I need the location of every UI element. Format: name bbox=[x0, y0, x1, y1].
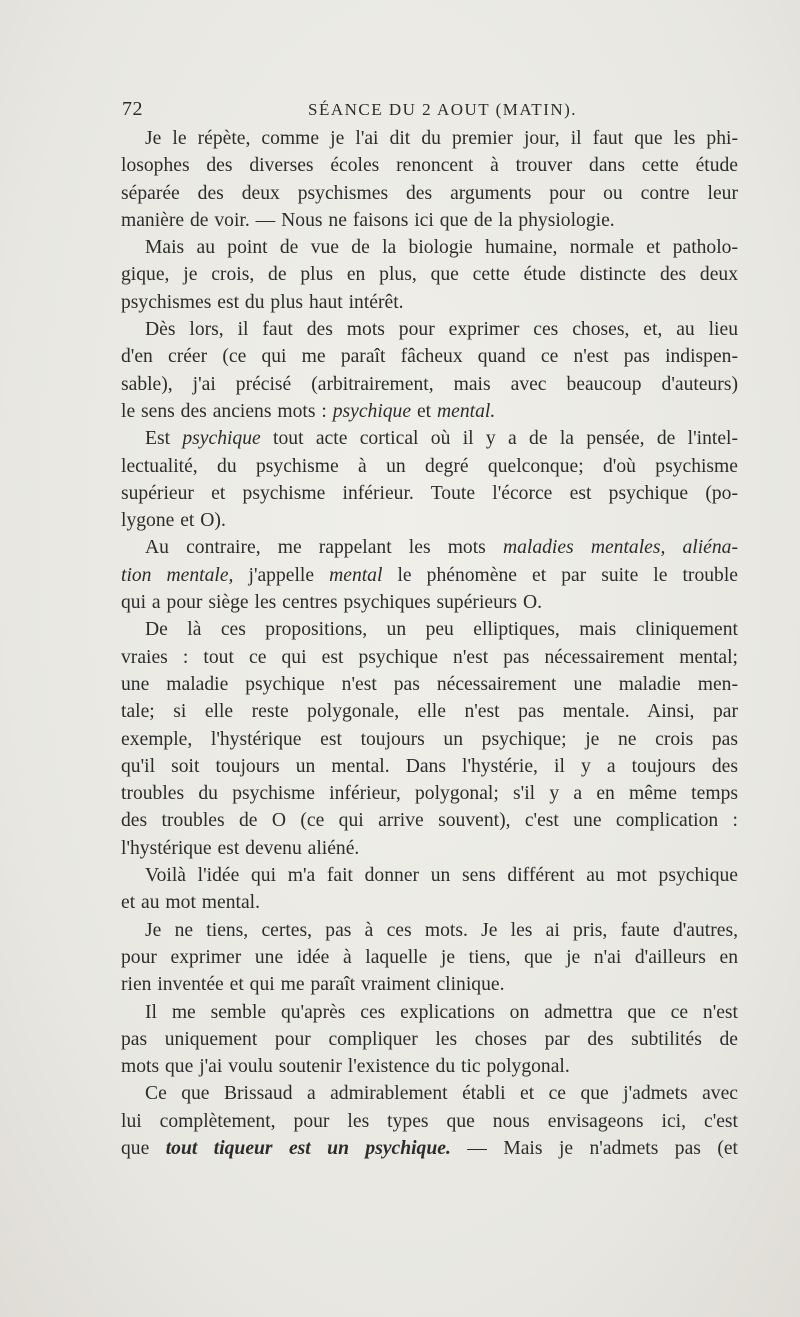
text-segment: Je ne tiens, certes, pas à ces mots. Je les ai pris, faute d'autres, bbox=[145, 919, 738, 941]
text-line bbox=[121, 398, 738, 425]
text-line bbox=[121, 371, 738, 398]
text-line bbox=[121, 944, 738, 971]
text-segment: exemple, l'hystérique est toujours un psychique; je ne crois pas bbox=[121, 728, 738, 750]
text-segment: lygone et O). bbox=[121, 510, 226, 532]
text-segment: sable), j'ai précisé (arbitrairement, mais avec beaucoup d'auteurs) bbox=[121, 373, 738, 395]
text-segment: — Mais je n'admets pas (et bbox=[450, 1137, 738, 1159]
text-line bbox=[121, 999, 738, 1026]
text-segment: Voilà l'idée qui m'a fait donner un sens différent au mot psychique bbox=[145, 865, 738, 887]
text-line bbox=[121, 616, 738, 643]
text-line bbox=[121, 589, 738, 616]
text-segment: une maladie psychique n'est pas nécessairement une maladie men- bbox=[121, 673, 738, 695]
text-segment: manière de voir. — Nous ne faisons ici que de la physiologie. bbox=[121, 209, 615, 231]
text-segment: supérieur et psychisme inférieur. Toute l'écorce est psychique (po- bbox=[121, 482, 738, 504]
text-segment: losophes des diverses écoles renoncent à trouver dans cette étude bbox=[121, 155, 738, 177]
text-segment: et bbox=[411, 400, 437, 422]
text-segment: Au contraire, me rappelant les mots bbox=[145, 537, 503, 559]
text-line bbox=[121, 453, 738, 480]
text-line bbox=[121, 889, 738, 916]
text-segment: gique, je crois, de plus en plus, que cette étude distincte des deux bbox=[121, 264, 738, 286]
text-line bbox=[121, 234, 738, 261]
text-segment: troubles du psychisme inférieur, polygonal; s'il y a en même temps bbox=[121, 783, 738, 805]
text-segment: et au mot mental. bbox=[121, 892, 261, 914]
text-segment: le sens des anciens mots : bbox=[121, 400, 333, 422]
text-line bbox=[121, 125, 738, 152]
text-segment: tout acte cortical où il y a de la pensée, de l'intel- bbox=[260, 428, 738, 450]
text-line bbox=[121, 1080, 738, 1107]
text-line bbox=[121, 507, 738, 534]
text-line bbox=[121, 917, 738, 944]
text-line bbox=[121, 862, 738, 889]
text-segment: séparée des deux psychismes des arguments pour ou contre leur bbox=[121, 182, 738, 204]
text-line bbox=[121, 207, 738, 234]
text-segment: lectualité, du psychisme à un degré quelconque; d'où psychisme bbox=[121, 455, 738, 477]
text-segment: lui complètement, pour les types que nous envisageons ici, c'est bbox=[121, 1110, 738, 1132]
text-line bbox=[121, 726, 738, 753]
text-segment: tale; si elle reste polygonale, elle n'est pas mentale. Ainsi, par bbox=[121, 701, 738, 723]
text-segment: Est bbox=[145, 428, 183, 450]
text-line bbox=[121, 180, 738, 207]
text-line bbox=[121, 1108, 738, 1135]
text-line bbox=[121, 1053, 738, 1080]
italic-term: psychique bbox=[332, 400, 412, 422]
text-line bbox=[121, 534, 738, 561]
text-segment: Dès lors, il faut des mots pour exprimer ces choses, et, au lieu bbox=[145, 319, 738, 341]
page-number: 72 bbox=[122, 98, 143, 120]
text-segment: qu'il soit toujours un mental. Dans l'hystérie, il y a toujours des bbox=[121, 755, 738, 777]
body-text bbox=[121, 125, 738, 1162]
text-segment: le phénomène et par suite le trouble bbox=[382, 564, 738, 586]
text-segment: De là ces propositions, un peu elliptiques, mais cliniquement bbox=[145, 619, 738, 641]
text-segment: Il me semble qu'après ces explications on admettra que ce n'est bbox=[145, 1001, 738, 1023]
text-segment: pas uniquement pour compliquer les choses par des subtilités de bbox=[121, 1028, 738, 1050]
italic-term: tout tiqueur est un psychique. bbox=[165, 1137, 451, 1159]
text-line bbox=[121, 289, 738, 316]
text-line bbox=[121, 343, 738, 370]
italic-term: tion mentale, bbox=[121, 564, 234, 586]
text-segment: Je le répète, comme je l'ai dit du premier jour, il faut que les phi- bbox=[145, 128, 738, 149]
text-segment: qui a pour siège les centres psychiques supérieurs O. bbox=[121, 592, 542, 614]
text-segment: que bbox=[121, 1137, 166, 1159]
text-line bbox=[121, 671, 738, 698]
text-line bbox=[121, 835, 738, 862]
text-line bbox=[121, 807, 738, 834]
text-line bbox=[121, 1135, 738, 1162]
text-line bbox=[121, 780, 738, 807]
running-title: SÉANCE DU 2 AOUT (MATIN). bbox=[308, 100, 578, 119]
italic-term: mental bbox=[329, 564, 383, 586]
text-segment: rien inventée et qui me paraît vraiment clinique. bbox=[121, 974, 505, 996]
text-segment: l'hystérique est devenu aliéné. bbox=[121, 837, 360, 859]
text-line bbox=[121, 152, 738, 179]
text-segment: mots que j'ai voulu soutenir l'existence du tic polygonal. bbox=[121, 1056, 570, 1078]
text-segment: des troubles de O (ce qui arrive souvent), c'est une complication : bbox=[121, 810, 738, 832]
text-line bbox=[121, 644, 738, 671]
text-line bbox=[121, 425, 738, 452]
text-line bbox=[121, 316, 738, 343]
text-line bbox=[121, 562, 738, 589]
running-head bbox=[120, 98, 740, 124]
text-segment: Mais au point de vue de la biologie humaine, normale et patholo- bbox=[145, 237, 738, 259]
text-segment: pour exprimer une idée à laquelle je tiens, que je n'ai d'ailleurs en bbox=[121, 946, 738, 968]
text-line bbox=[121, 753, 738, 780]
text-line bbox=[121, 971, 738, 998]
text-segment: j'appelle bbox=[233, 564, 330, 586]
text-line bbox=[121, 698, 738, 725]
text-segment: psychismes est du plus haut intérêt. bbox=[121, 291, 404, 313]
italic-term: mental. bbox=[437, 400, 496, 422]
italic-term: maladies mentales, aliéna- bbox=[502, 537, 738, 559]
italic-term: psychique bbox=[182, 428, 261, 450]
text-segment: Ce que Brissaud a admirablement établi et ce que j'admets avec bbox=[145, 1083, 738, 1105]
text-line bbox=[121, 480, 738, 507]
text-line bbox=[121, 261, 738, 288]
text-segment: d'en créer (ce qui me paraît fâcheux quand ce n'est pas indispen- bbox=[121, 346, 738, 368]
text-line bbox=[121, 1026, 738, 1053]
text-segment: vraies : tout ce qui est psychique n'est pas nécessairement mental; bbox=[121, 646, 738, 668]
